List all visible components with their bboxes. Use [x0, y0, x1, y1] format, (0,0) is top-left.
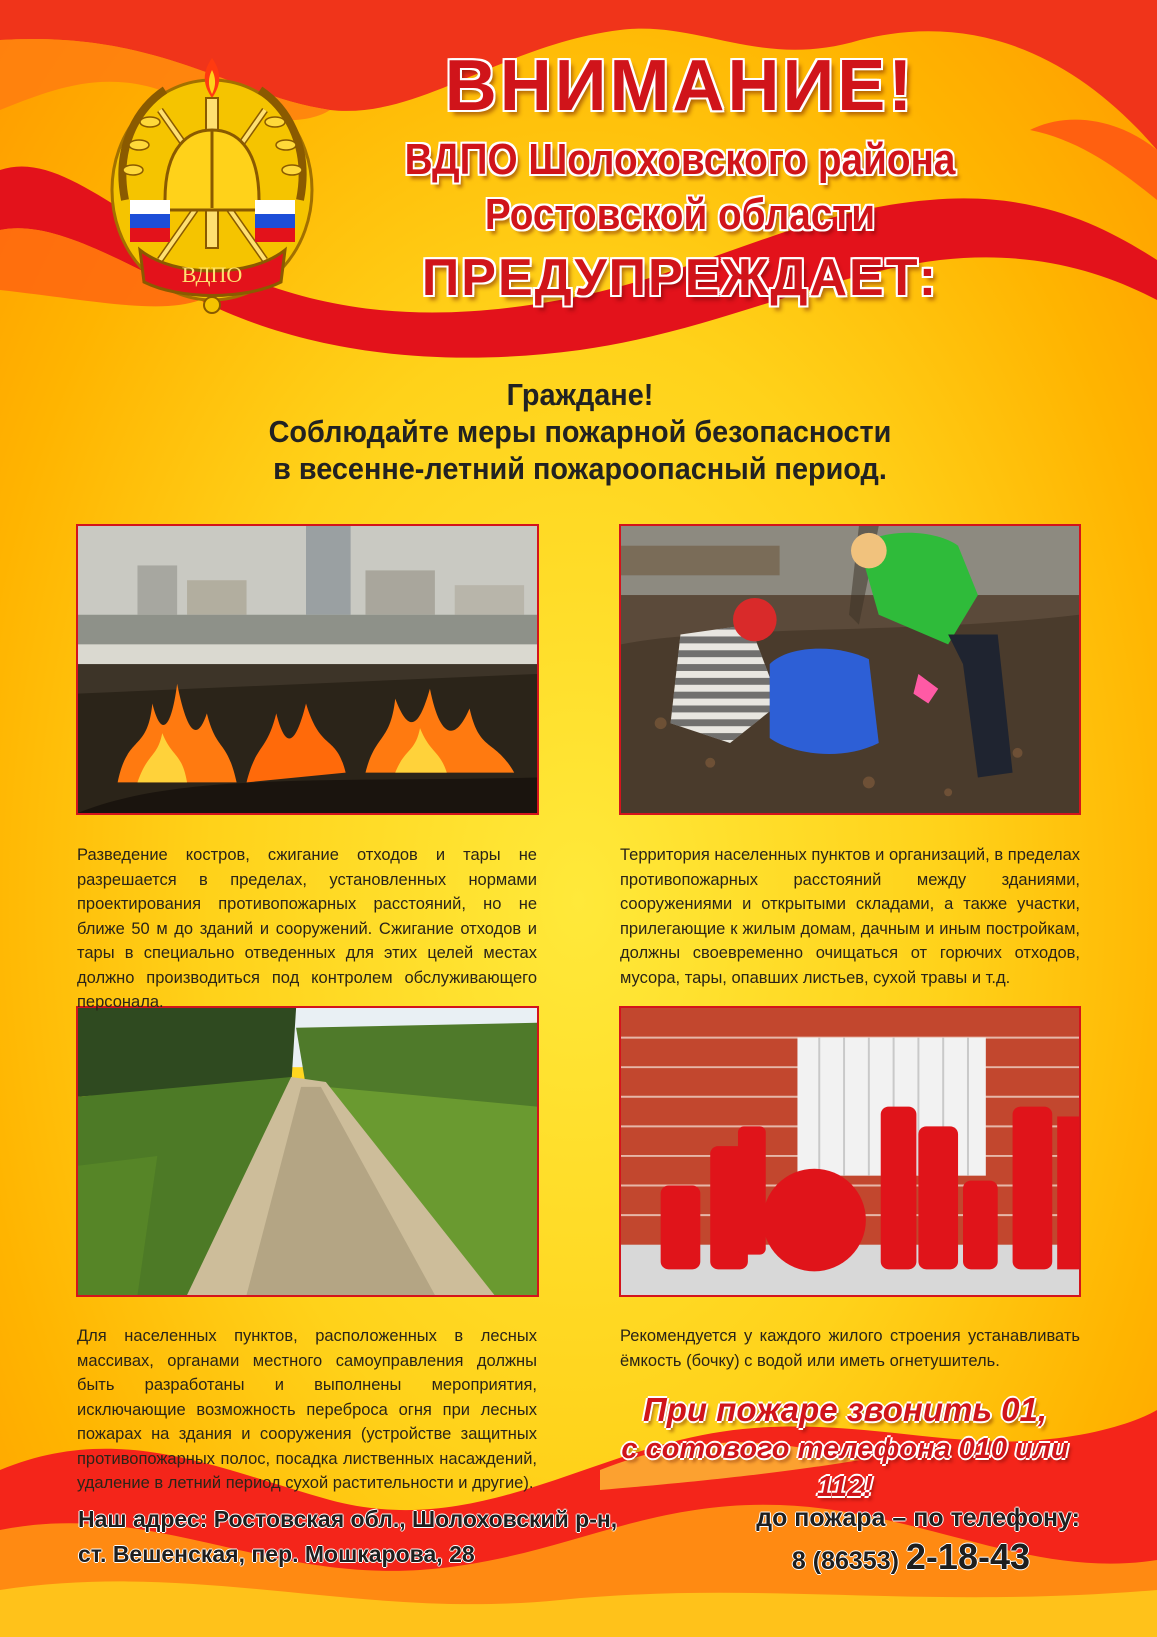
headline-org-line2: Ростовской области	[484, 190, 876, 239]
address-line2: ст. Вешенская, пер. Мошкарова, 28	[78, 1541, 475, 1567]
cleanup-photo	[619, 524, 1081, 815]
phone-prefix: 8 (86353)	[791, 1547, 899, 1575]
intro-block	[152, 376, 1008, 487]
logo-label: ВДПО	[181, 262, 243, 287]
emergency-line2: с сотового телефона 010 или 112!	[621, 1433, 1069, 1503]
headline-org-line1: ВДПО Шолоховского района	[404, 135, 956, 184]
phone-block	[700, 1500, 1080, 1582]
emergency-line1: При пожаре звонить 01,	[642, 1391, 1047, 1428]
address-block	[78, 1502, 638, 1572]
burning-grass-photo	[76, 524, 539, 815]
emergency-call	[610, 1390, 1080, 1506]
firebreak-trench-photo	[76, 1006, 539, 1297]
section-text-2: Территория населенных пунктов и организаций, в пределах противопожарных расстояний между зданиями, сооружениями и открытыми складами, а также участки, прилегающие к жилым домам, дачным и иным постройкам, должны своевременно очищаться от горючих отходов, мусора, тары, опавших листьев, сухой травы и т.д.	[620, 846, 1080, 987]
phone-caption: до пожара – по телефону:	[756, 1504, 1080, 1532]
section-text-1: Разведение костров, сжигание отходов и тары не разрешается в пределах, установленных нормами проектирования противопожарных расстояний, но не ближе 50 м до зданий и сооружений. Сжигание отходов и тары в специально отведенных для этих целей местах должно производиться под контролем обслуживающего персонала.	[77, 846, 537, 1011]
intro-line1: Граждане!	[506, 377, 654, 412]
headline-warns: ПРЕДУПРЕЖДАЕТ:	[421, 249, 939, 307]
section-text-3: Для населенных пунктов, расположенных в лесных массивах, органами местного самоуправления должны быть разработаны и выполнены мероприятия, исключающие возможность переброса огня при лесных пожарах на здания и сооружения (устройстве защитных противопожарных полос, посадка лиственных насаждений, удаление в летний период сухой растительности и другие).	[77, 1327, 537, 1492]
headline-attention: ВНИМАНИЕ!	[444, 46, 916, 126]
vdpo-emblem-icon	[105, 50, 320, 315]
intro-line2: Соблюдайте меры пожарной безопасности	[268, 414, 892, 449]
section-text-4: Рекомендуется у каждого жилого строения устанавливать ёмкость (бочку) с водой или иметь огнетушитель.	[620, 1327, 1080, 1370]
phone-number: 2-18-43	[905, 1536, 1030, 1577]
address-line1: Наш адрес: Ростовская обл., Шолоховский р-н,	[78, 1506, 618, 1532]
phone-line	[700, 1536, 1080, 1582]
intro-line3: в весенне-летний пожароопасный период.	[273, 451, 887, 486]
fire-extinguishers-photo	[619, 1006, 1081, 1297]
